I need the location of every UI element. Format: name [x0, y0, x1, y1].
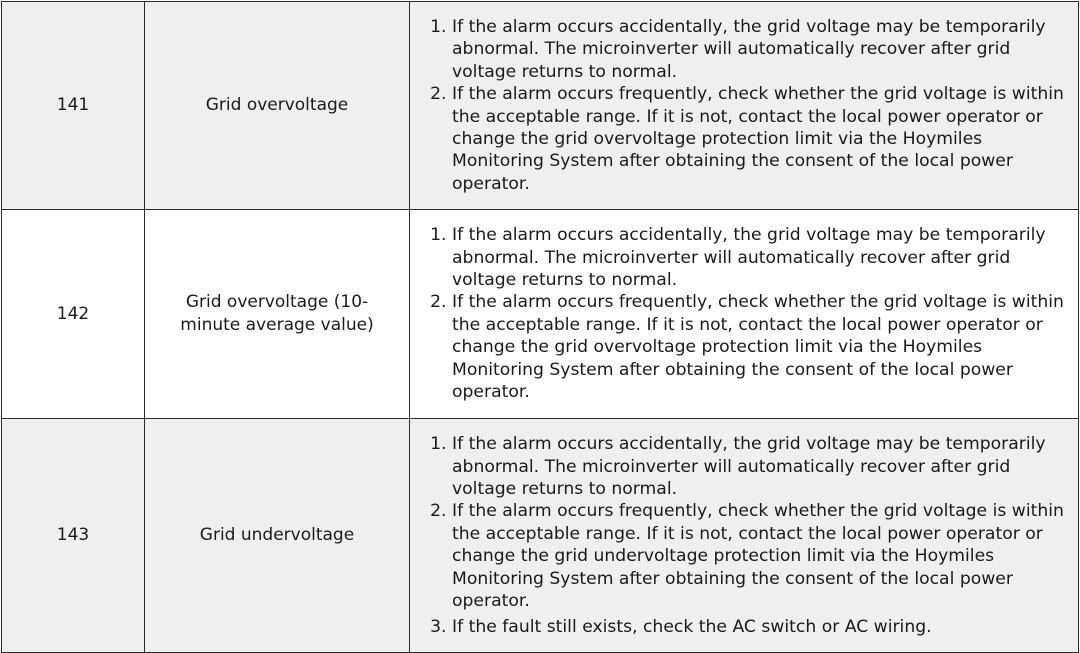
- alarm-code: 141: [2, 2, 145, 210]
- alarm-name: Grid overvoltage: [145, 2, 410, 210]
- alarm-table: [1, 1, 1079, 653]
- table-row: [2, 418, 1079, 652]
- alarm-solution: [410, 2, 1079, 210]
- alarm-code: 142: [2, 210, 145, 418]
- table-row: [2, 2, 1079, 210]
- alarm-name: Grid overvoltage (10-minute average value): [145, 210, 410, 418]
- solution-step: 2. If the alarm occurs frequently, check whether the grid voltage is within the acceptable range. If it is not, contact the local power operator or change the grid overvoltage protection limit via the Hoymiles Monitoring System after obtaining the consent of the local power operator.: [452, 291, 1066, 403]
- solution-steps: [410, 433, 1066, 639]
- solution-step: 3. If the fault still exists, check the AC switch or AC wiring.: [452, 616, 1066, 638]
- table-row: [2, 210, 1079, 418]
- alarm-code: 143: [2, 418, 145, 652]
- solution-step: 1. If the alarm occurs accidentally, the grid voltage may be temporarily abnormal. The microinverter will automatically recover after grid voltage returns to normal.: [452, 16, 1066, 83]
- alarm-solution: [410, 418, 1079, 652]
- solution-steps: [410, 16, 1066, 195]
- solution-step: 2. If the alarm occurs frequently, check whether the grid voltage is within the acceptable range. If it is not, contact the local power operator or change the grid overvoltage protection limit via the Hoymiles Monitoring System after obtaining the consent of the local power operator.: [452, 83, 1066, 195]
- solution-step: 2. If the alarm occurs frequently, check whether the grid voltage is within the acceptable range. If it is not, contact the local power operator or change the grid undervoltage protection limit via the Hoymiles Monitoring System after obtaining the consent of the local power operator.: [452, 500, 1066, 612]
- solution-step: 1. If the alarm occurs accidentally, the grid voltage may be temporarily abnormal. The microinverter will automatically recover after grid voltage returns to normal.: [452, 433, 1066, 500]
- alarm-name: Grid undervoltage: [145, 418, 410, 652]
- solution-steps: [410, 224, 1066, 403]
- alarm-solution: [410, 210, 1079, 418]
- solution-step: 1. If the alarm occurs accidentally, the grid voltage may be temporarily abnormal. The microinverter will automatically recover after grid voltage returns to normal.: [452, 224, 1066, 291]
